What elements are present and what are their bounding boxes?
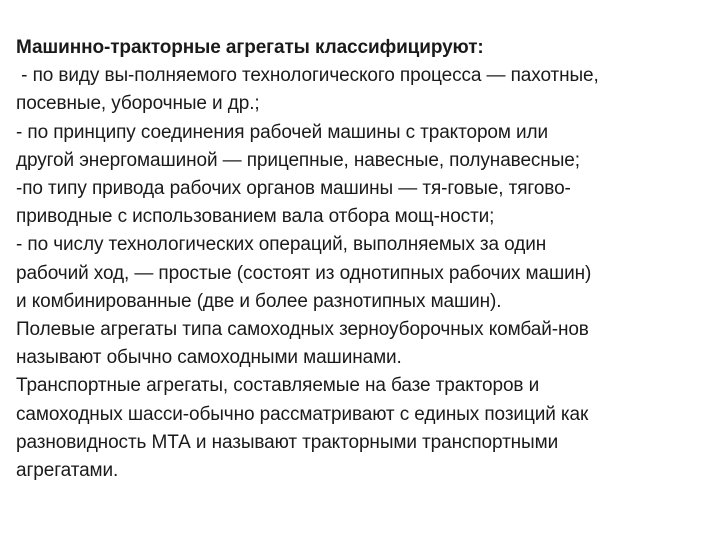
text-line: -по типу привода рабочих органов машины — тя-говые, тягово- bbox=[16, 178, 571, 200]
text-line: посевные, уборочные и др.; bbox=[16, 93, 260, 115]
text-line: агрегатами. bbox=[16, 460, 119, 482]
text-line: приводные с использованием вала отбора мощ-ности; bbox=[16, 206, 495, 228]
text-line: - по числу технологических операций, выполняемых за один bbox=[16, 234, 547, 256]
heading-line: Машинно-тракторные агрегаты классифицируют: bbox=[16, 37, 484, 58]
text-line: называют обычно самоходными машинами. bbox=[16, 347, 402, 369]
text-line: другой энергомашиной — прицепные, навесные, полунавесные; bbox=[16, 149, 580, 171]
text-line: - по принципу соединения рабочей машины с трактором или bbox=[16, 121, 549, 143]
body-text bbox=[16, 34, 712, 485]
text-line: Полевые агрегаты типа самоходных зерноуборочных комбай-нов bbox=[16, 319, 589, 341]
text-line: - по виду вы-полняемого технологического процесса — пахотные, bbox=[16, 65, 599, 87]
text-line: и комбинированные (две и более разнотипных машин). bbox=[16, 290, 502, 312]
text-line: рабочий ход, — простые (состоят из однотипных рабочих машин) bbox=[16, 262, 592, 284]
text-line: разновидность МТА и называют тракторными транспортными bbox=[16, 431, 559, 453]
text-line: самоходных шасси-обычно рассматривают с единых позиций как bbox=[16, 403, 589, 425]
text-line: Транспортные агрегаты, составляемые на базе тракторов и bbox=[16, 375, 540, 397]
